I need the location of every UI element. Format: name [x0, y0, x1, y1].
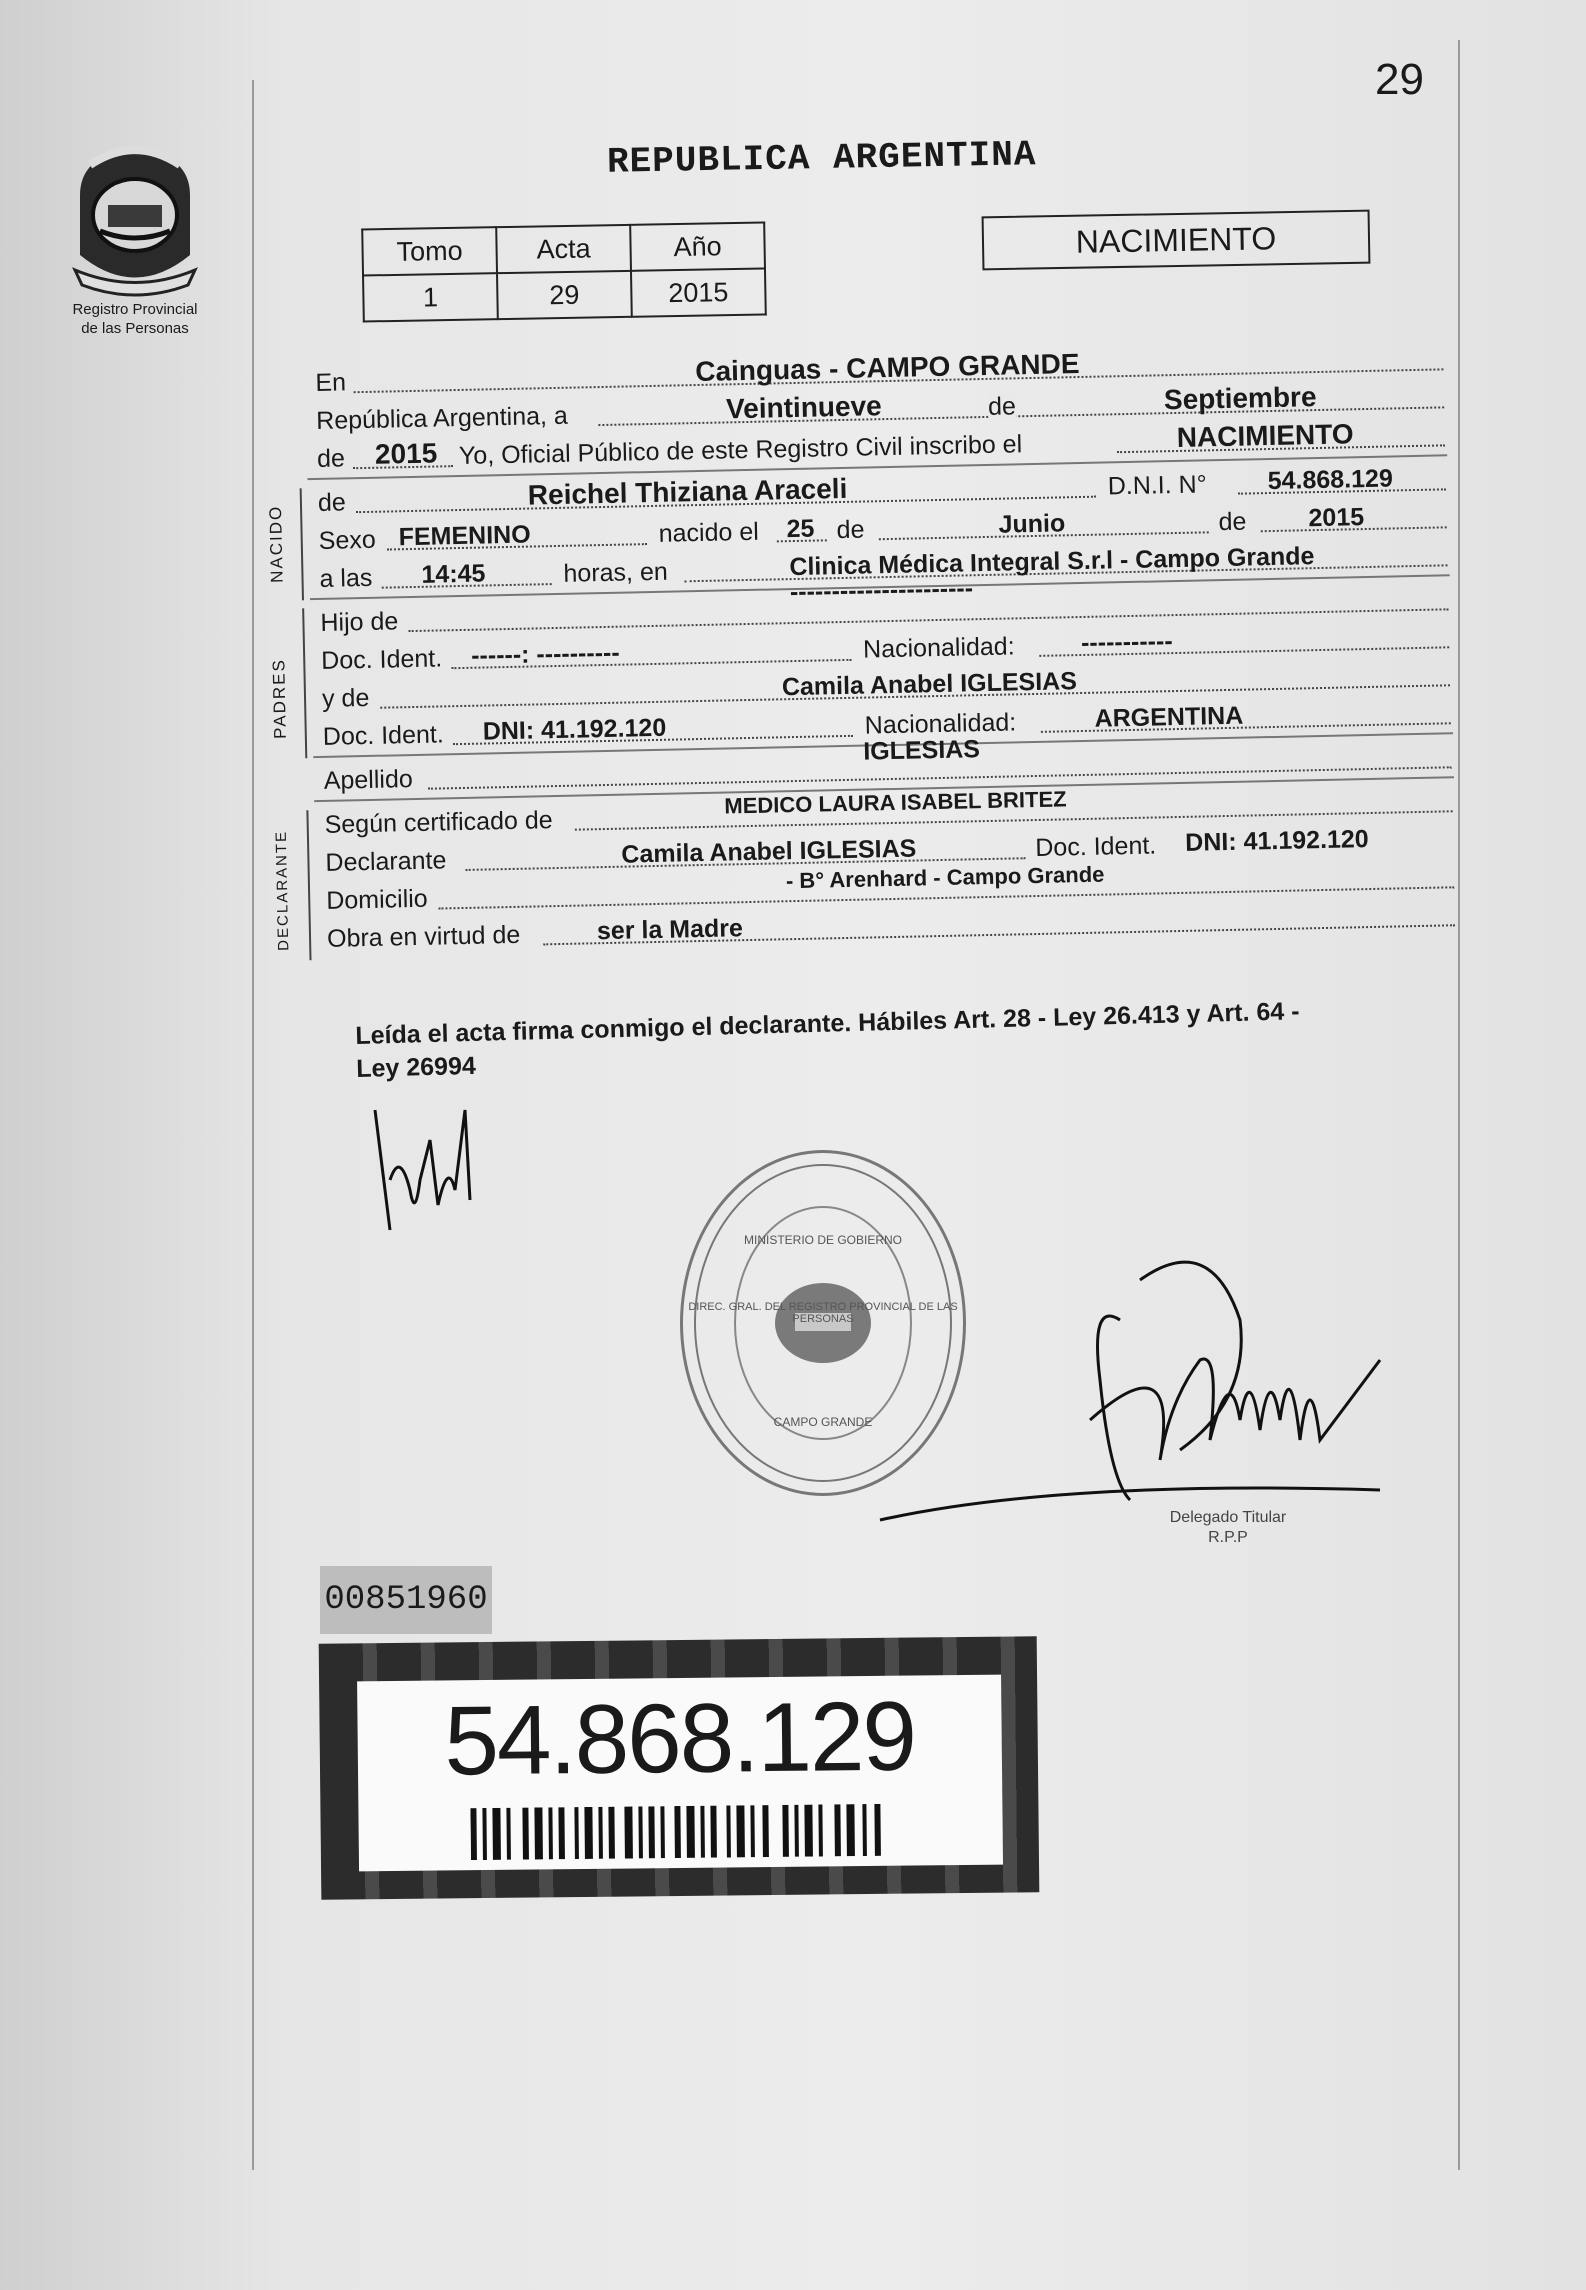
declarant-signature — [360, 1090, 490, 1245]
declarante-value: Camila Anabel IGLESIAS — [621, 834, 917, 869]
month-value: Septiembre — [1163, 381, 1317, 416]
republic-label: República Argentina, a — [315, 401, 569, 435]
cert-value: MEDICO LAURA ISABEL BRITEZ — [724, 786, 1067, 819]
dni-label: D.N.I. N° — [1107, 470, 1207, 501]
apellido-value: IGLESIAS — [862, 735, 981, 766]
document-title: REPUBLICA ARGENTINA — [606, 134, 1037, 183]
control-number: 00851960 — [320, 1566, 492, 1634]
left-margin-line — [252, 80, 254, 2170]
register-table — [361, 221, 767, 322]
nacido-section-label: NACIDO — [265, 504, 287, 584]
declarante-doc: DNI: 41.192.120 — [1184, 825, 1369, 857]
father-doc: ------: ---------- — [470, 638, 620, 670]
birth-day: 25 — [786, 514, 815, 544]
seal-outer-text: DIREC. GRAL. DEL REGISTRO PROVINCIAL DE LAS PERSONAS — [688, 1301, 958, 1325]
obra-value: ser la Madre — [596, 914, 744, 946]
obra-label: Obra en virtud de — [326, 920, 521, 953]
act-type: NACIMIENTO — [1176, 418, 1354, 453]
register-value-cell: 1 — [363, 273, 498, 321]
nacionalidad-label: Nacionalidad: — [862, 632, 1015, 664]
declarante-section-label: DECLARANTE — [272, 829, 293, 951]
de-label: de — [1218, 507, 1247, 537]
official-title — [1158, 1508, 1298, 1548]
register-header-cell: Año — [630, 222, 765, 270]
en-label: En — [315, 368, 347, 397]
birth-year: 2015 — [1308, 503, 1365, 533]
padres-section-label: PADRES — [269, 657, 290, 740]
closing-note — [355, 991, 1476, 1086]
register-header-row — [362, 222, 765, 275]
de-label: de — [316, 444, 346, 473]
barcode-number: 54.868.129 — [443, 1680, 916, 1796]
registry-name — [40, 300, 230, 338]
oficial-text: Yo, Oficial Público de este Registro Civil inscribo el — [458, 430, 1023, 471]
mother-doc: DNI: 41.192.120 — [482, 713, 667, 746]
closing-note-line1: Leída el acta firma conmigo el declarante. Hábiles Art. 28 - Ley 26.413 y Art. 64 - — [355, 997, 1300, 1050]
child-dni: 54.868.129 — [1267, 464, 1394, 496]
de-label: de — [317, 488, 347, 517]
year-value: 2015 — [374, 437, 438, 470]
cert-label: Según certificado de — [324, 806, 553, 839]
page-number: 29 — [1375, 55, 1424, 104]
nacido-label: nacido el — [658, 517, 760, 548]
register-value-cell: 29 — [497, 271, 632, 319]
apellido-label: Apellido — [323, 765, 414, 795]
birth-place: Clinica Médica Integral S.r.l - Campo Grande — [789, 542, 1315, 582]
alas-label: a las — [319, 563, 373, 593]
domicilio-label: Domicilio — [325, 884, 428, 915]
register-value-row — [363, 268, 766, 321]
place-value: Cainguas - CAMPO GRANDE — [694, 347, 1080, 388]
de-label: de — [836, 515, 865, 545]
child-name: Reichel Thiziana Araceli — [527, 472, 848, 511]
official-title-line: Delegado Titular — [1169, 1509, 1287, 1526]
day-words: Veintinueve — [725, 390, 882, 425]
register-header-cell: Acta — [496, 225, 631, 273]
barcode-label — [357, 1675, 1003, 1872]
mother-name: Camila Anabel IGLESIAS — [781, 667, 1078, 702]
registry-line2: de las Personas — [81, 320, 189, 337]
province-logo — [60, 135, 210, 305]
birth-month: Junio — [998, 509, 1066, 539]
document-type-box: NACIMIENTO — [982, 210, 1371, 271]
nacionalidad-label: Nacionalidad: — [864, 708, 1017, 740]
form-body — [265, 338, 1457, 956]
register-header-cell: Tomo — [362, 227, 497, 275]
right-margin-line — [1458, 40, 1460, 2170]
declarante-label: Declarante — [325, 846, 447, 877]
barcode-sticker — [319, 1636, 1040, 1900]
official-subtitle: R.P.P — [1208, 1529, 1248, 1546]
domicilio-value: - B° Arenhard - Campo Grande — [785, 861, 1105, 894]
doc-ident-label: Doc. Ident. — [322, 720, 445, 751]
yde-label: y de — [321, 683, 370, 713]
hijo-label: Hijo de — [320, 607, 399, 637]
registry-line1: Registro Provincial — [72, 301, 198, 318]
mother-nationality: ARGENTINA — [1094, 701, 1244, 733]
closing-note-line2: Ley 26994 — [355, 1051, 477, 1083]
barcode-bars — [470, 1804, 891, 1860]
official-signature — [860, 1240, 1400, 1585]
father-name: ---------------------- — [789, 574, 974, 607]
sexo-label: Sexo — [318, 525, 377, 555]
seal-bottom-text: CAMPO GRANDE — [773, 1415, 873, 1429]
register-value-cell: 2015 — [631, 268, 766, 316]
birth-time: 14:45 — [421, 559, 486, 589]
doc-ident-label: Doc. Ident. — [320, 644, 443, 675]
de-label: de — [987, 392, 1017, 421]
seal-inner-text: MINISTERIO DE GOBIERNO — [743, 1233, 902, 1247]
sex-value: FEMENINO — [398, 520, 531, 552]
father-nationality: ----------- — [1080, 627, 1173, 658]
doc-ident-label: Doc. Ident. — [1035, 831, 1157, 863]
horas-label: horas, en — [563, 557, 669, 588]
